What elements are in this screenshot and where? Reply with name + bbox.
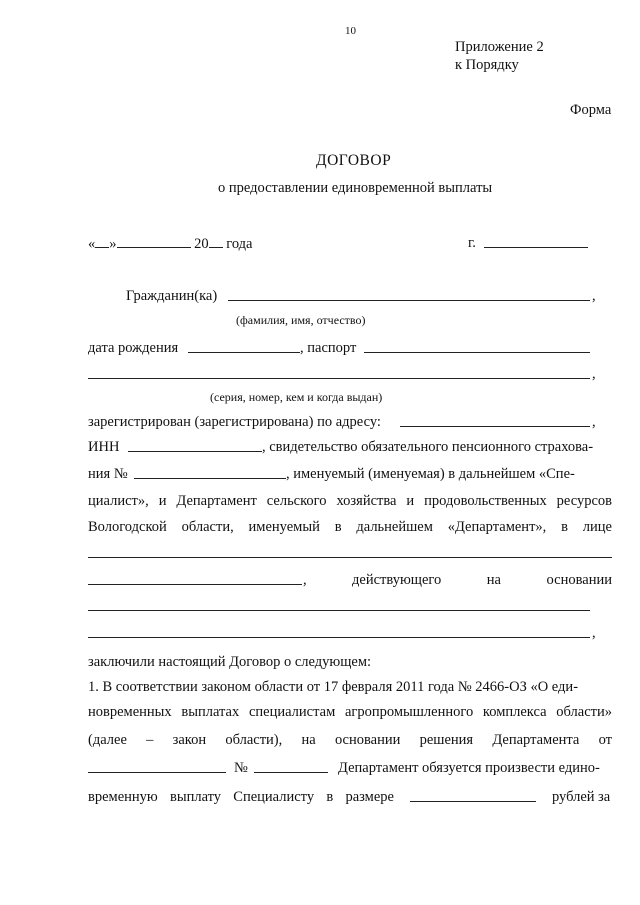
word: основании [334,732,401,748]
clause-1-line-5 [88,790,394,805]
basis-field[interactable] [88,610,590,611]
word: ресурсов [556,493,612,509]
decision-number-field[interactable] [254,772,328,773]
word: «Департамент», [447,519,547,535]
word: Вологодской [88,519,167,535]
registered-label: зарегистрирован (зарегистрирована) по адресу: [88,414,381,430]
page-number: 10 [345,25,356,37]
date-line [88,236,252,252]
inn-label: ИНН [88,439,120,455]
snils-prefix: ния № [88,466,128,482]
word: и [158,493,167,509]
clause-1-line-4-text: Департамент обязуется произвести едино- [338,760,600,776]
word: и [406,493,415,509]
clause-1-line-2 [88,705,612,720]
appendix-line-2: к Порядку [455,57,519,73]
clause-1-line-3 [88,733,612,748]
citizen-label: Гражданин(ка) [126,288,218,304]
passport-label: , паспорт [300,340,357,356]
word: дальнейшем [356,519,433,535]
word: на [486,572,501,588]
word: именуемый [248,519,320,535]
word: (далее [88,732,127,748]
word: сельского [266,493,327,509]
payment-amount-field[interactable] [410,801,536,802]
passport-hint: (серия, номер, кем и когда выдан) [210,390,383,404]
city-field[interactable] [484,247,588,248]
word: хозяйства [336,493,397,509]
citizen-name-field[interactable] [228,300,590,301]
word: области), [225,732,283,748]
word: области, [181,519,234,535]
comma: , [592,414,596,430]
word: агропромышленного [344,704,474,720]
passport-field-line-2[interactable] [88,378,590,379]
word: Департамента [492,732,580,748]
word: специалистам [248,704,336,720]
word: в [561,519,568,535]
comma: , [592,366,596,382]
word: комплекса [482,704,547,720]
year-suffix: года [226,236,253,252]
day-blank[interactable] [95,236,109,248]
word: размере [345,789,394,805]
word: основании [546,572,612,588]
word: Специалисту [233,789,315,805]
snils-field[interactable] [134,478,286,479]
acting-line [352,573,612,588]
word: в [334,519,342,535]
year-blank[interactable] [209,236,223,248]
word: в [326,789,334,805]
representative-field-line-2[interactable] [88,584,302,585]
snils-suffix: , именуемый (именуемая) в дальнейшем «Спе- [286,466,575,482]
appendix-line-1: Приложение 2 [455,39,544,55]
word: продовольственных [424,493,547,509]
word: лице [582,519,612,535]
paragraph-line-1 [88,494,612,509]
address-field[interactable] [400,426,590,427]
quote-close: » [109,236,117,252]
year-prefix: 20 [194,236,209,252]
basis-field-line-2[interactable] [88,637,590,638]
word: Департамент [176,493,257,509]
birth-date-field[interactable] [188,352,300,353]
word: новременных [88,704,172,720]
inn-field[interactable] [128,451,262,452]
paragraph-line-2 [88,520,612,535]
quote-open: « [88,236,96,252]
document-subtitle: о предоставлении единовременной выплаты [218,180,493,196]
word: временную [88,789,158,805]
word: области» [556,704,612,720]
month-blank[interactable] [117,236,191,248]
word: закон [172,732,207,748]
currency-label: рублей [552,789,595,805]
word: на [301,732,316,748]
comma: , [592,625,596,641]
decision-number-label: № [234,760,248,776]
comma: , [303,572,307,588]
word: действующего [352,572,442,588]
word: циалист», [88,493,149,509]
passport-field[interactable] [364,352,590,353]
birth-label: дата рождения [88,340,179,356]
word: решения [419,732,474,748]
document-title: ДОГОВОР [316,152,392,169]
decision-date-field[interactable] [88,772,226,773]
snils-text: , свидетельство обязательного пенсионного страхова- [262,439,594,455]
concluded-text: заключили настоящий Договор о следующем: [88,654,372,670]
comma: , [592,288,596,304]
citizen-hint: (фамилия, имя, отчество) [236,313,366,327]
word: выплатах [181,704,240,720]
word: – [146,732,154,748]
word: выплату [170,789,222,805]
representative-field[interactable] [88,557,612,558]
clause-1-line-5-end: за [598,789,611,805]
form-label: Форма [570,102,612,118]
city-prefix: г. [468,235,476,251]
clause-1-line-1: 1. В соответствии законом области от 17 февраля 2011 года № 2466-ОЗ «О еди- [88,679,579,695]
word: от [598,732,612,748]
